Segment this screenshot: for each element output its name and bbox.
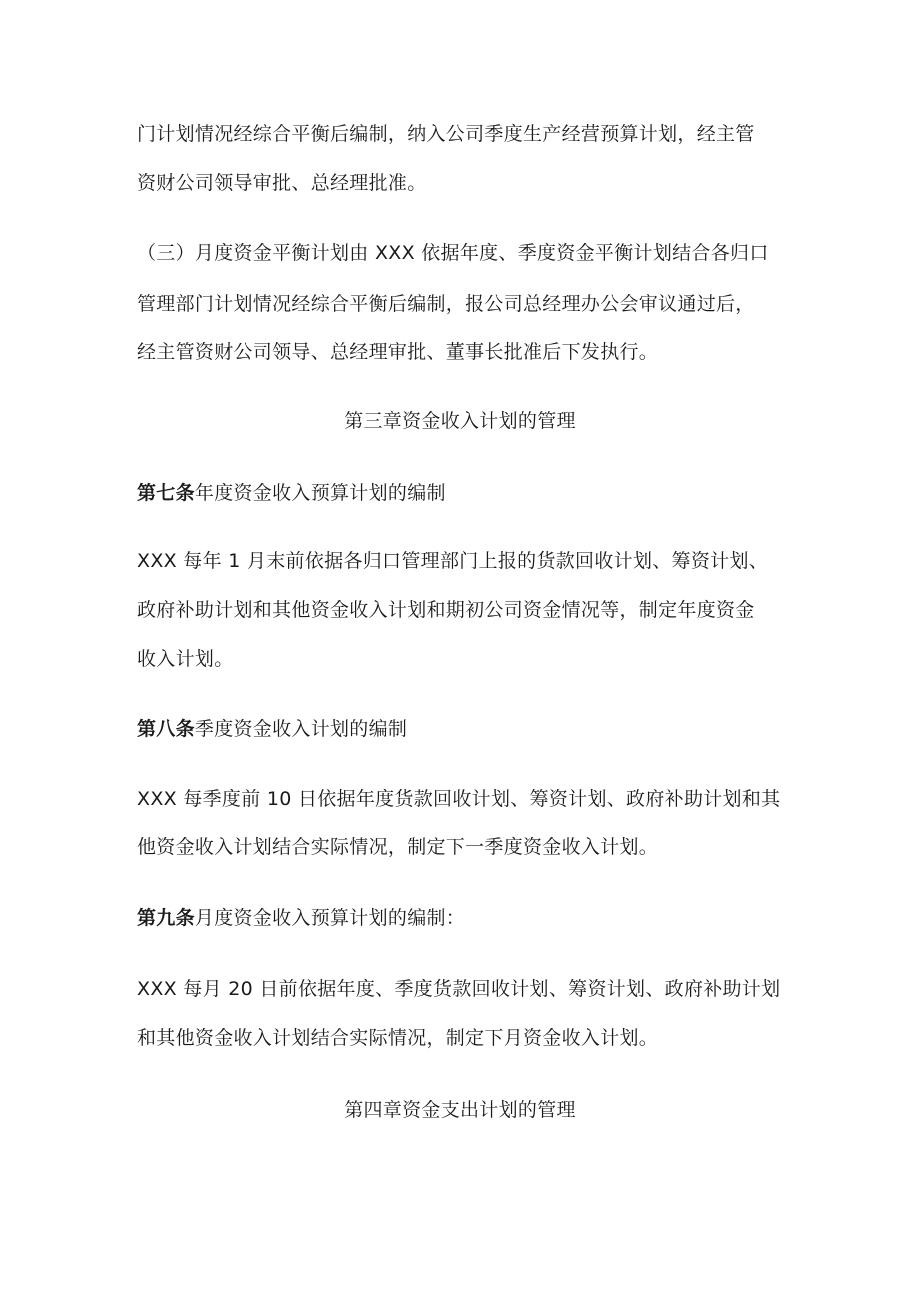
article-8-label: 第八条 (137, 718, 195, 740)
article-7-body-line: 收入计划。 (137, 648, 234, 670)
article-7-title: 年度资金收入预算计划的编制 (194, 482, 446, 504)
article-8-body-line: 他资金收入计划结合实际情况，制定下一季度资金收入计划。 (137, 836, 659, 858)
article-7-heading (137, 480, 797, 506)
chapter-3-heading: 第三章资金收入计划的管理 (344, 410, 576, 432)
chapter-4-heading: 第四章资金支出计划的管理 (344, 1099, 576, 1121)
article-9-label: 第九条 (137, 907, 195, 929)
article-8-heading (137, 716, 797, 742)
paragraph-item-3-line: （三）月度资金平衡计划由 XXX 依据年度、季度资金平衡计划结合各归口 (137, 242, 769, 264)
paragraph-item-3-line: 经主管资财公司领导、总经理审批、董事长批准后下发执行。 (137, 341, 659, 363)
article-8-title: 季度资金收入计划的编制 (194, 718, 408, 740)
paragraph-continuation-line: 门计划情况经综合平衡后编制，纳入公司季度生产经营预算计划，经主管 (137, 123, 755, 145)
paragraph-item-3-line: 管理部门计划情况经综合平衡后编制，报公司总经理办公会审议通过后， (137, 293, 755, 315)
article-9-body-line: XXX 每月 20 日前依据年度、季度货款回收计划、筹资计划、政府补助计划 (137, 978, 781, 1000)
article-9-title: 月度资金收入预算计划的编制： (194, 907, 466, 929)
article-9-body-line: 和其他资金收入计划结合实际情况，制定下月资金收入计划。 (137, 1027, 659, 1049)
article-8-body-line: XXX 每季度前 10 日依据年度货款回收计划、筹资计划、政府补助计划和其 (137, 788, 781, 810)
article-9-heading (137, 905, 797, 931)
article-7-body-line: 政府补助计划和其他资金收入计划和期初公司资金情况等，制定年度资金 (137, 599, 755, 621)
article-7-body-line: XXX 每年 1 月末前依据各归口管理部门上报的货款回收计划、筹资计划、 (137, 550, 769, 572)
article-7-label: 第七条 (137, 482, 195, 504)
paragraph-continuation-line: 资财公司领导审批、总经理批准。 (137, 172, 427, 194)
